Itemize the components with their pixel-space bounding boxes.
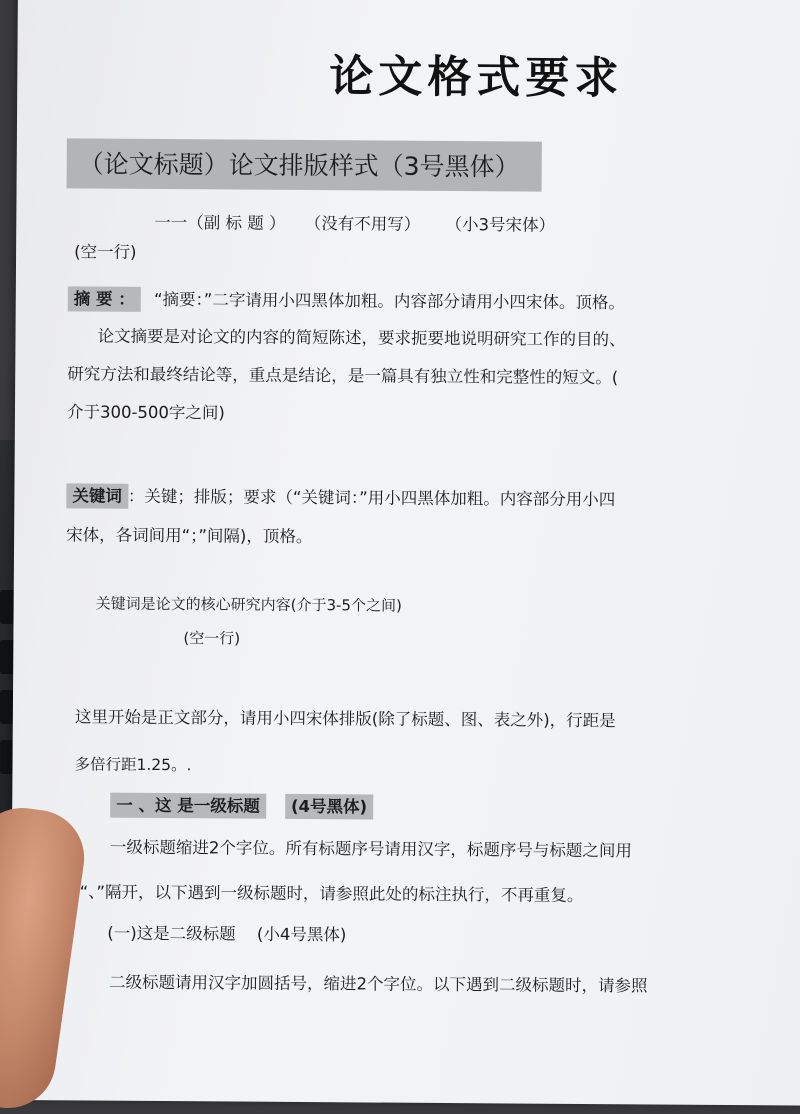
body-intro-line-2: 多倍行距1.25。.: [74, 755, 192, 775]
subtitle-note-format: （小3号宋体）: [445, 214, 556, 235]
heading-1-body-line-2: “、”隔开，以下遇到一级标题时，请参照此处的标注执行，不再重复。: [79, 882, 584, 905]
abstract-body-line-1: 论文摘要是对论文的内容的简短陈述，要求扼要地说明研究工作的目的、: [97, 326, 626, 350]
heading-1-body-line-1: 一级标题缩进2个字位。所有标题序号请用汉字，标题序号与标题之间用: [109, 837, 633, 861]
abstract-instruction: “摘要：”二字请用小四黑体加粗。内容部分请用小四宋体。顶格。: [153, 289, 625, 313]
subtitle-note-optional: （没有不用写）: [304, 214, 421, 234]
heading-level-1-line: [110, 792, 373, 818]
abstract-line: [68, 285, 625, 313]
abstract-body-line-2: 研究方法和最终结论等，重点是结论，是一篇具有独立性和完整性的短文。(: [67, 364, 619, 388]
heading-level-1-note: (4号黑体): [285, 794, 373, 820]
keywords-label: 关键词: [66, 483, 128, 508]
heading-level-2: (一)这是二级标题: [107, 923, 236, 944]
heading-2-body-line-1: 二级标题请用汉字加圆括号，缩进2个字位。以下遇到二级标题时，请参照: [108, 972, 648, 996]
keywords-line-1: [66, 482, 615, 510]
subtitle-text: 副 标 题 ）: [203, 213, 286, 233]
keywords-instruction-1: ：关键；排版；要求（“关键词：”用小四黑体加粗。内容部分用小四: [127, 486, 616, 510]
keywords-note: 关键词是论文的核心研究内容(介于3-5个之间): [95, 594, 402, 615]
abstract-body-line-3: 介于300-500字之间): [66, 402, 225, 423]
blank-line-note-2: (空一行): [183, 629, 241, 648]
heading-level-2-line: [107, 920, 346, 946]
bleed-through-text: [137, 101, 280, 121]
subtitle-dash: 一一（: [154, 212, 204, 233]
abstract-label: 摘 要 ：: [68, 286, 141, 312]
body-intro-line-1: 这里开始是正文部分，请用小四宋体排版(除了标题、图、表之外)，行距是: [74, 707, 616, 731]
document-heading: 论文格式要求: [329, 51, 624, 105]
subtitle-line: [154, 209, 555, 236]
paper-sheet: [10, 0, 800, 1106]
keywords-instruction-2: 宋体，各词间用“；”间隔)，顶格。: [66, 525, 313, 547]
heading-level-1: 一 、这 是一级标题: [110, 793, 266, 819]
paper-title: （论文标题）论文排版样式（3号黑体）: [67, 138, 542, 191]
heading-level-2-note: (小4号黑体): [256, 924, 347, 945]
blank-line-note: (空一行): [74, 242, 137, 262]
